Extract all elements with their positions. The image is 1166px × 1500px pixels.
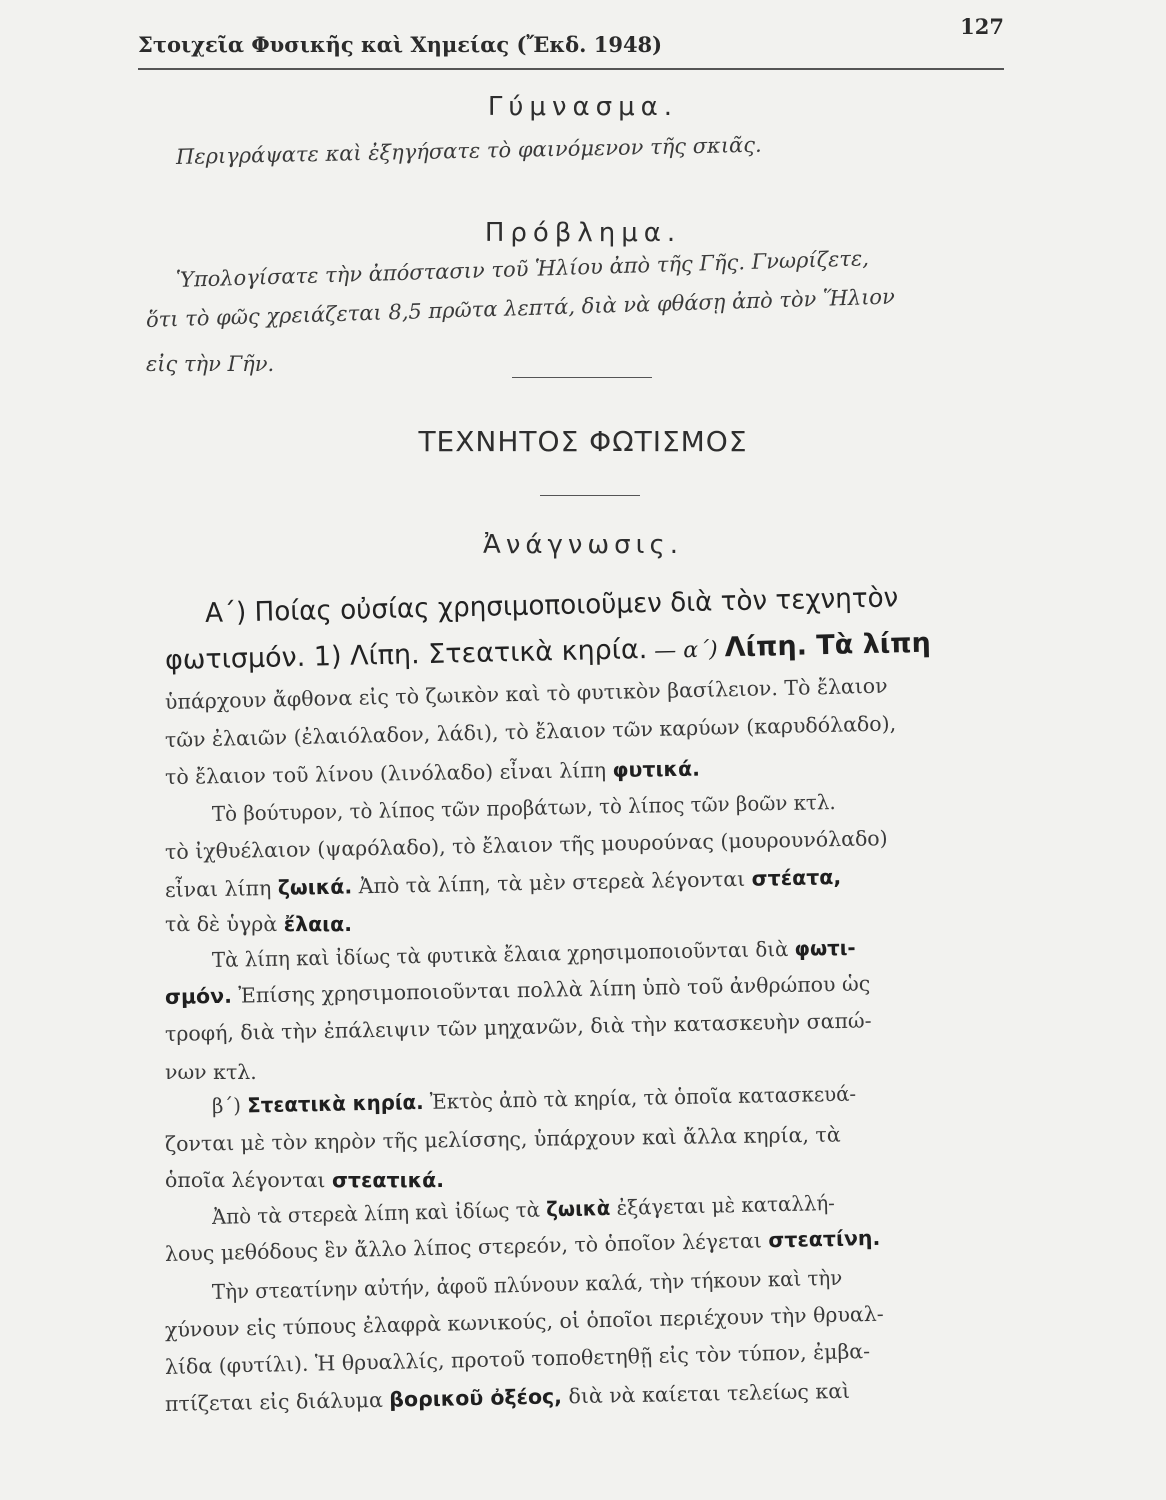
body-line-9: τὰ δὲ ὑγρὰ ἔλαια. (165, 912, 353, 936)
exercise-heading: Γύμνασμα. (487, 92, 679, 122)
running-header (138, 14, 1004, 70)
divider-1 (512, 377, 652, 378)
body-line-17: Ἀπὸ τὰ στερεὰ λίπη καὶ ἰδίως τὰ ζωικὰ ἐξάγεται μὲ καταλλή- (211, 1190, 836, 1229)
section-title: ΤΕΧΝΗΤΟΣ ΦΩΤΙΣΜΟΣ (418, 425, 748, 458)
body-line-13: νων κτλ. (165, 1060, 257, 1084)
term-stearin: στεατίνη. (768, 1225, 881, 1253)
term-boric-acid: βορικοῦ ὀξέος, (389, 1384, 563, 1412)
question-a-heading: Α΄) Ποίας οὐσίας χρησιμοποιοῦμεν διὰ τὸν τεχνητὸν (204, 582, 899, 629)
body-line-10: Τὰ λίπη καὶ ἰδίως τὰ φυτικὰ ἔλαια χρησιμοποιοῦνται διὰ φωτι- (211, 935, 856, 972)
body-line-15: ζονται μὲ τὸν κηρὸν τῆς μελίσσης, ὑπάρχουν καὶ ἄλλα κηρία, τὰ (164, 1122, 841, 1156)
term-steata: στέατα, (751, 865, 842, 891)
body-line-11: σμόν. Ἐπίσης χρησιμοποιοῦνται πολλὰ λίπη ὑπὸ τοῦ ἀνθρώπου ὡς (164, 971, 871, 1009)
body-line-3: ὑπάρχουν ἄφθονα εἰς τὸ ζωικὸν καὶ τὸ φυτικὸν βασίλειον. Τὸ ἔλαιον (164, 673, 888, 714)
body-line-6: Τὸ βούτυρον, τὸ λίπος τῶν προβάτων, τὸ λίπος τῶν βοῶν κτλ. (211, 790, 836, 826)
body-line-20: χύνουν εἰς τύπους ἐλαφρὰ κωνικούς, οἱ ὁποῖοι περιέχουν τὴν θρυαλ- (164, 1301, 884, 1342)
subsection-title-1: φωτισμόν. 1) Λίπη. Στεατικὰ κηρία. (164, 634, 648, 676)
problem-line-1: Ὑπολογίσατε τὴν ἀπόστασιν τοῦ Ἡλίου ἀπὸ τῆς Γῆς. Γνωρίζετε, (175, 246, 870, 292)
body-line-14: β΄) Στεατικὰ κηρία. Ἐκτὸς ἀπὸ τὰ κηρία, τὰ ὁποῖα κατασκευά- (211, 1081, 857, 1118)
term-fotismon-2: σμόν. (164, 983, 233, 1009)
body-line-21: λίδα (φυτίλι). Ἡ θρυαλλίς, προτοῦ τοποθετηθῇ εἰς τὸν τύπον, ἐμβα- (164, 1339, 871, 1379)
body-line-18: λους μεθόδους ἓν ἄλλο λίπος στερεόν, τὸ ὁποῖον λέγεται στεατίνη. (164, 1225, 881, 1266)
term-fotismon-1: φωτι- (794, 935, 856, 961)
body-line-4: τῶν ἐλαιῶν (ἐλαιόλαδον, λάδι), τὸ ἔλαιον τῶν καρύων (καρυδόλαδο), (164, 711, 897, 752)
problem-line-2: ὅτι τὸ φῶς χρειάζεται 8,5 πρῶτα λεπτά, διὰ νὰ φθάσῃ ἀπὸ τὸν Ἥλιον (145, 284, 896, 332)
body-line-7: τὸ ἰχθυέλαιον (ψαρόλαδο), τὸ ἔλαιον τῆς μουρούνας (μουρουνόλαδο) (164, 826, 888, 864)
body-line-22: πτίζεται εἰς διάλυμα βορικοῦ ὀξέος, διὰ νὰ καίεται τελείως καὶ (164, 1378, 851, 1416)
body-line-12: τροφή, διὰ τὴν ἐπάλειψιν τῶν μηχανῶν, διὰ τὴν κατασκευὴν σαπώ- (164, 1008, 872, 1046)
exercise-text: Περιγράψατε καὶ ἐξηγήσατε τὸ φαινόμενον τῆς σκιᾶς. (175, 132, 762, 169)
term-steatika: στεατικά. (331, 1168, 445, 1192)
running-title: Στοιχεῖα Φυσικῆς καὶ Χημείας (Ἔκδ. 1948) (138, 32, 663, 57)
problem-line-3: εἰς τὴν Γῆν. (146, 352, 275, 376)
reading-heading: Ἀνάγνωσις. (483, 530, 683, 560)
body-line-2: φωτισμόν. 1) Λίπη. Στεατικὰ κηρία. — α΄) Λίπη. Τὰ λίπη (164, 627, 932, 676)
term-fytika: φυτικά. (612, 756, 701, 782)
body-line-16: ὁποῖα λέγονται στεατικά. (165, 1168, 445, 1192)
page-number: 127 (960, 14, 1004, 39)
divider-2 (540, 495, 640, 496)
body-line-8: εἶναι λίπη ζωικά. Ἀπὸ τὰ λίπη, τὰ μὲν στερεὰ λέγονται στέατα, (164, 865, 842, 902)
problem-heading: Πρόβλημα. (484, 218, 682, 248)
term-elaia: ἔλαια. (283, 912, 353, 936)
body-line-1 (205, 579, 1050, 629)
subsection-stearic-candles: Στεατικὰ κηρία. (247, 1089, 424, 1118)
body-line-5: τὸ ἔλαιον τοῦ λίνου (λινόλαδο) εἶναι λίπη φυτικά. (164, 756, 701, 789)
term-zoika-2: ζωικὰ (545, 1195, 611, 1222)
term-lipi: Λίπη. Τὰ λίπη (724, 627, 932, 664)
body-line-19: Τὴν στεατίνην αὐτήν, ἀφοῦ πλύνουν καλά, τὴν τήκουν καὶ τὴν (211, 1265, 843, 1304)
term-zoika: ζωικά. (277, 874, 353, 900)
